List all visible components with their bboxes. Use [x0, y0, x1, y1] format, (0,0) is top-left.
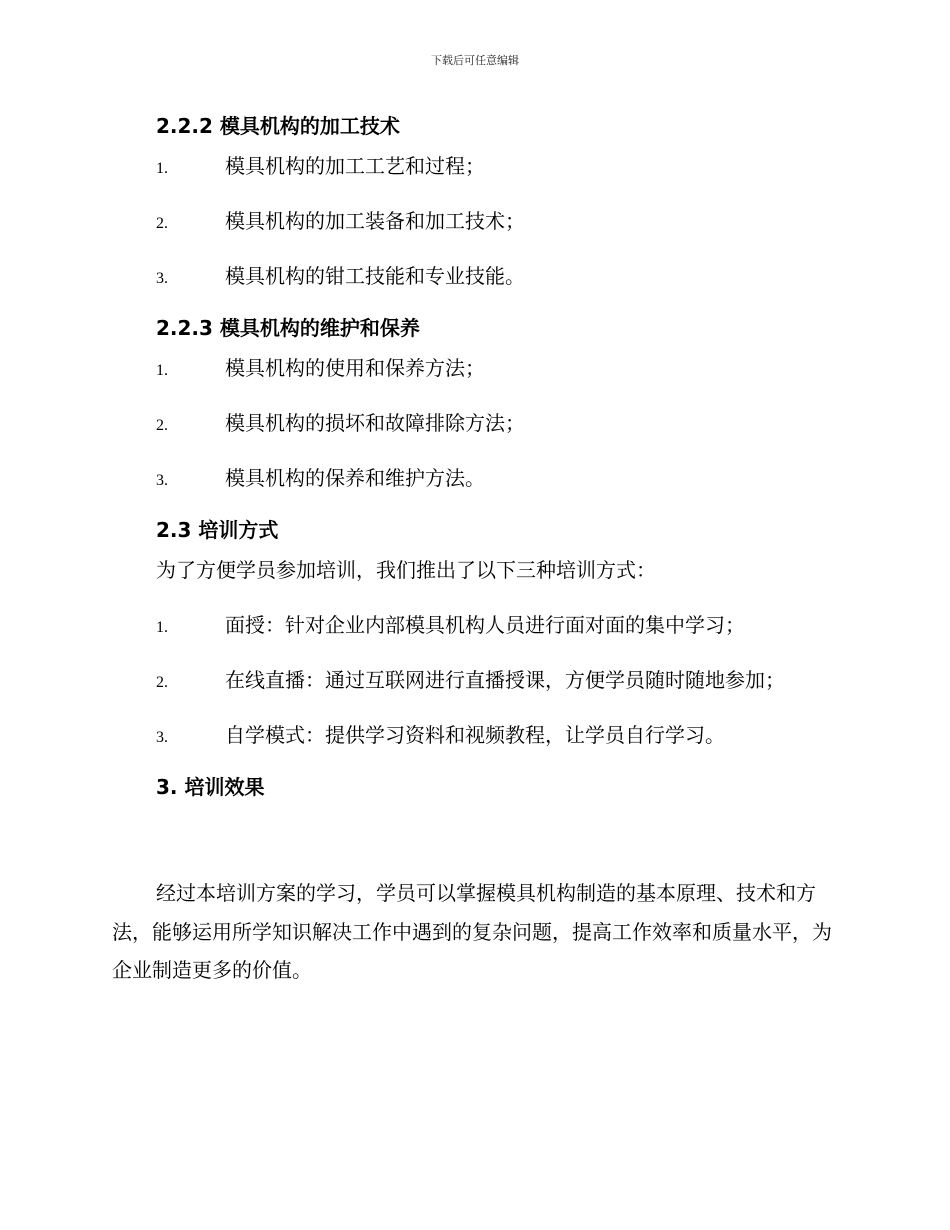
section-heading-training-methods: 2.3 培训方式 [156, 518, 279, 542]
list-number: 1. [156, 160, 168, 177]
list-number: 3. [156, 729, 168, 746]
list-number: 1. [156, 619, 168, 636]
list-item [156, 710, 836, 765]
list-number: 3. [156, 472, 168, 489]
section-heading-training-effect: 3. 培训效果 [156, 775, 265, 799]
list-number: 3. [156, 270, 168, 287]
list-text: 在线直播：通过互联网进行直播授课，方便学员随时随地参加； [225, 668, 785, 692]
list-item [156, 141, 836, 196]
list-number: 2. [156, 674, 168, 691]
document-body [156, 108, 836, 802]
list-machining [156, 141, 836, 306]
list-item [156, 453, 836, 508]
list-item [156, 251, 836, 306]
list-text: 自学模式：提供学习资料和视频教程，让学员自行学习。 [225, 723, 725, 747]
list-item [156, 343, 836, 398]
list-text: 模具机构的保养和维护方法。 [225, 466, 485, 490]
list-item [156, 600, 836, 655]
list-text: 模具机构的钳工技能和专业技能。 [225, 264, 525, 288]
list-text: 模具机构的使用和保养方法； [225, 356, 485, 380]
list-item [156, 196, 836, 251]
list-item [156, 398, 836, 453]
list-item [156, 655, 836, 710]
list-maintenance [156, 343, 836, 508]
list-text: 模具机构的加工装备和加工技术； [225, 209, 525, 233]
list-text: 模具机构的加工工艺和过程； [225, 154, 485, 178]
list-number: 2. [156, 215, 168, 232]
list-training-methods [156, 600, 836, 765]
list-number: 1. [156, 362, 168, 379]
list-number: 2. [156, 417, 168, 434]
list-text: 模具机构的损坏和故障排除方法； [225, 411, 525, 435]
list-text: 面授：针对企业内部模具机构人员进行面对面的集中学习； [225, 613, 745, 637]
training-methods-intro: 为了方便学员参加培训，我们推出了以下三种培训方式： [156, 558, 656, 582]
page-header: 下载后可任意编辑 [431, 54, 519, 67]
section-heading-maintenance: 2.2.3 模具机构的维护和保养 [156, 316, 420, 340]
section-heading-machining: 2.2.2 模具机构的加工技术 [156, 114, 400, 138]
training-effect-paragraph: 经过本培训方案的学习，学员可以掌握模具机构制造的基本原理、技术和方法，能够运用所学知识解决工作中遇到的复杂问题，提高工作效率和质量水平，为企业制造更多的价值。 [112, 881, 832, 982]
